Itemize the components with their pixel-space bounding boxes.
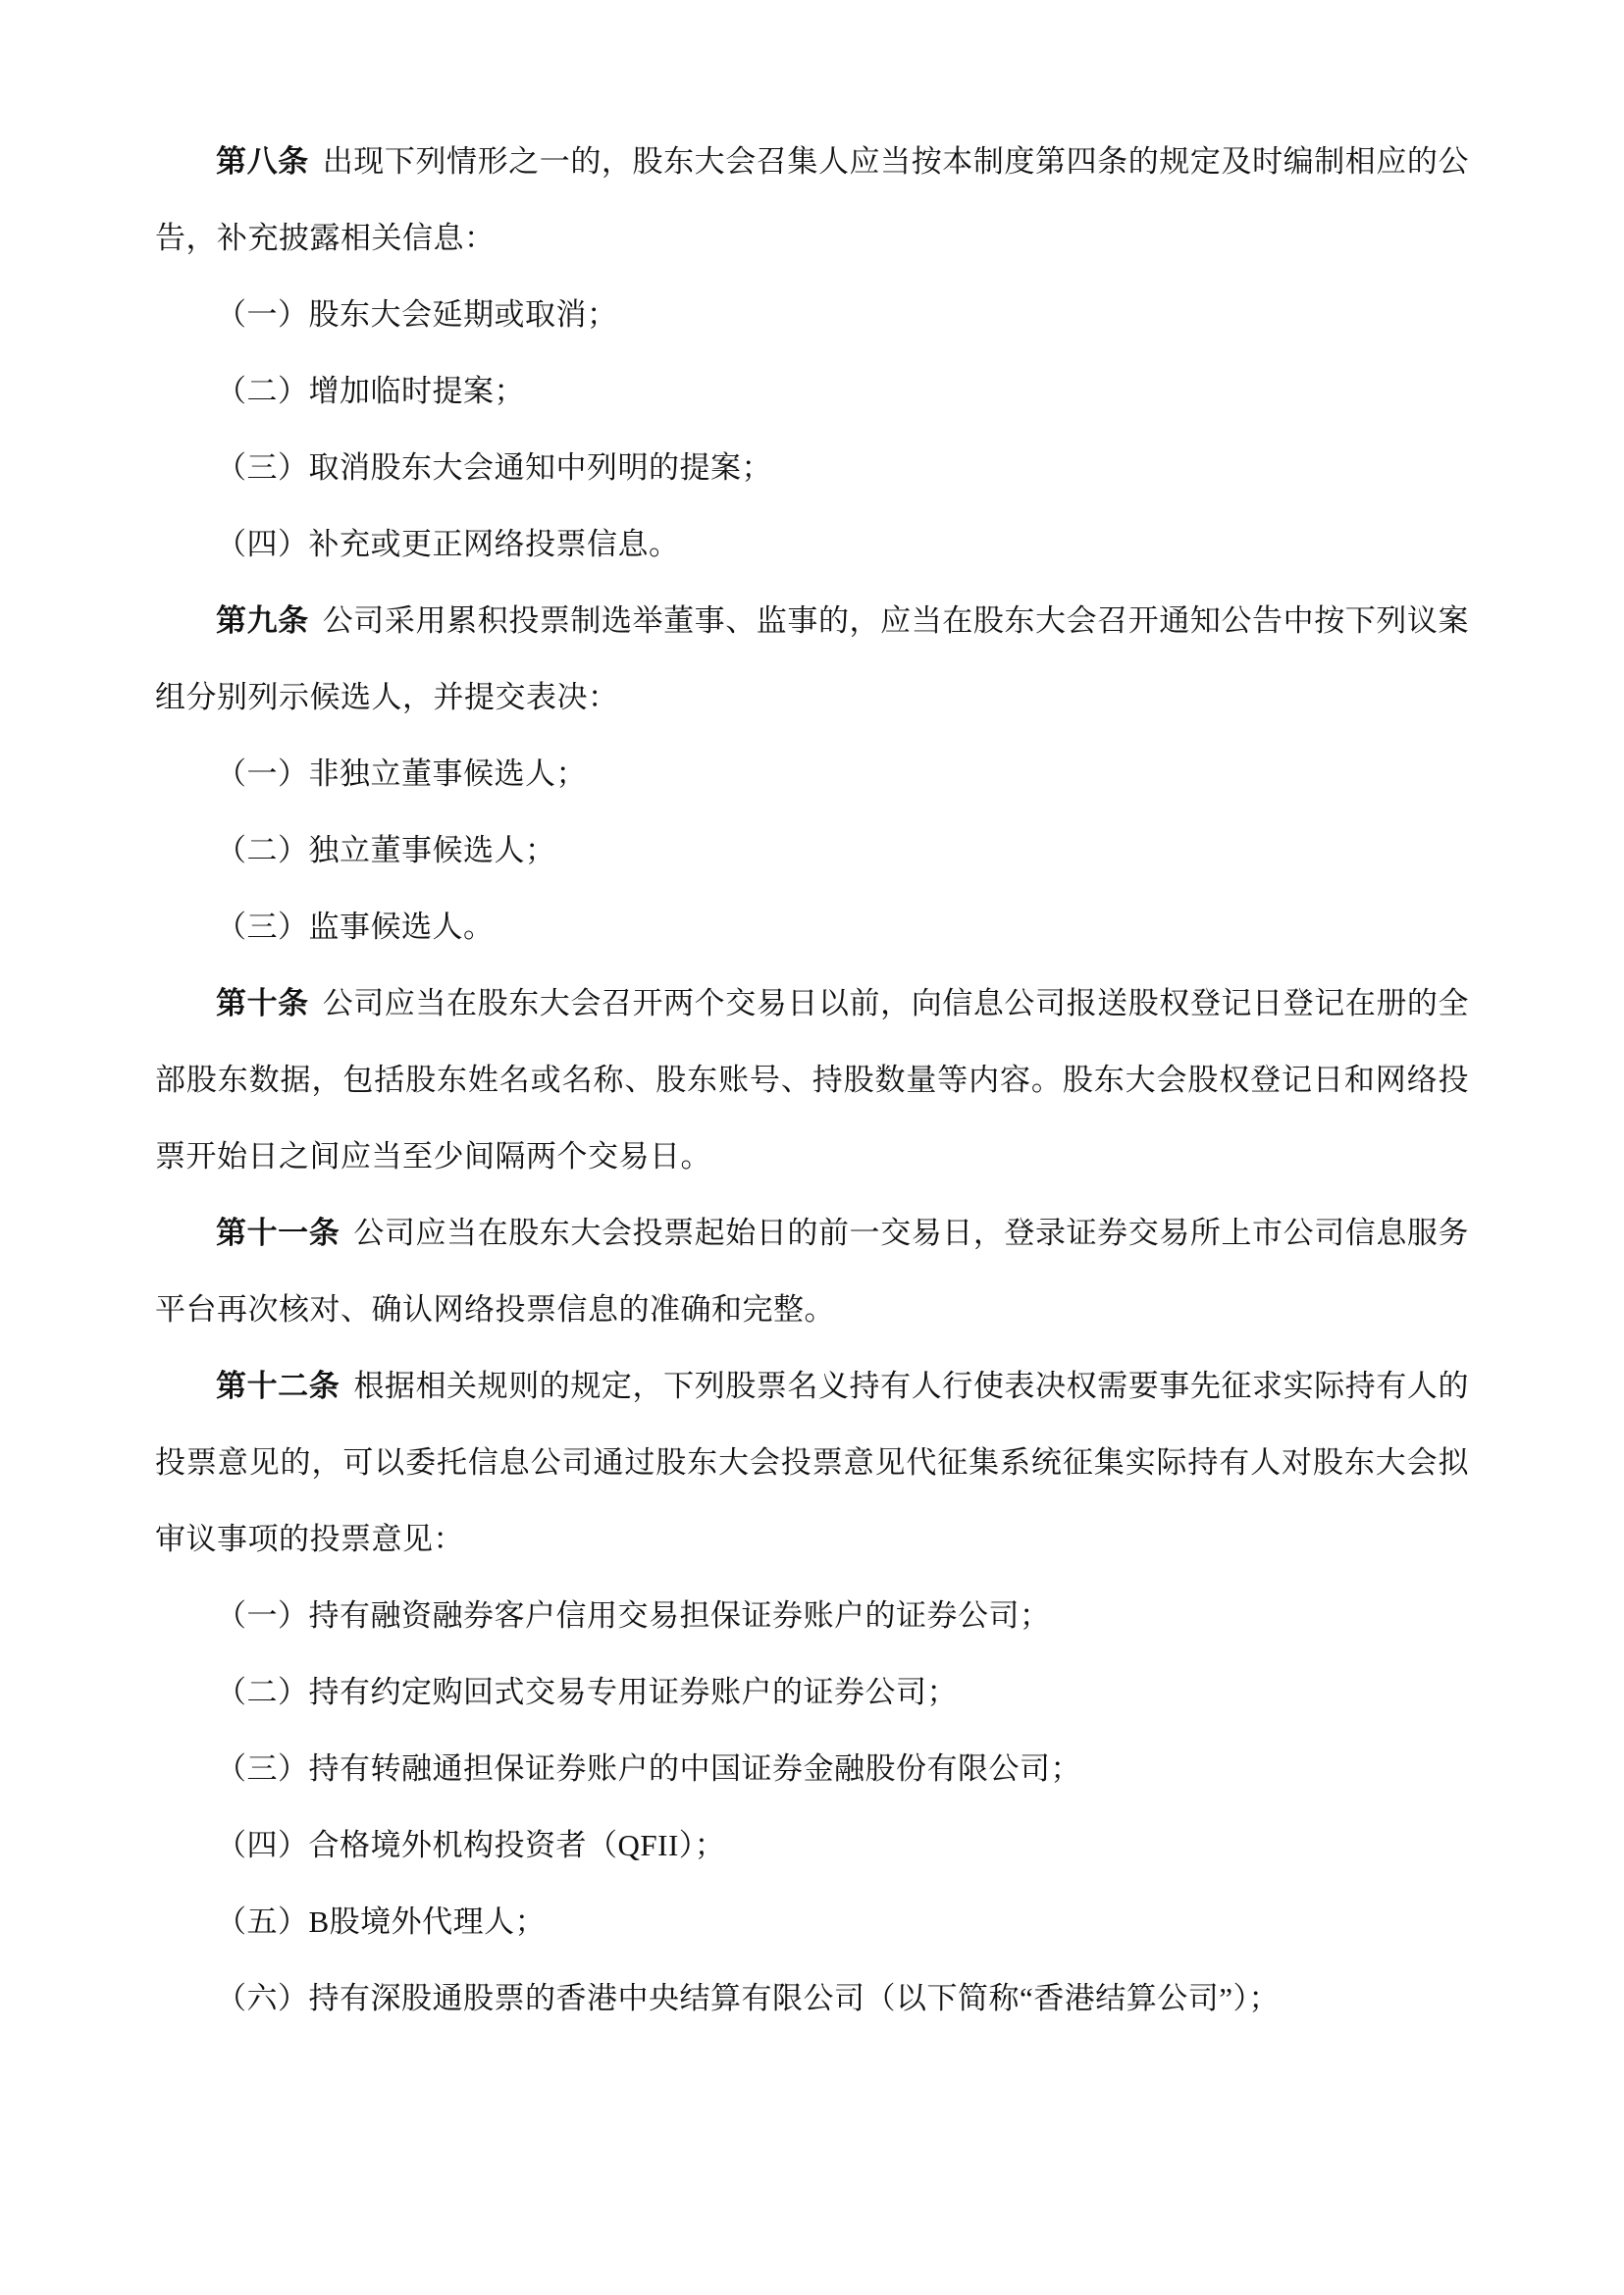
paragraph (155, 277, 1469, 353)
paragraph (155, 1807, 1469, 1884)
paragraph-text: （二）增加临时提案； (216, 374, 525, 408)
paragraph (155, 736, 1469, 812)
paragraph-text: （一）非独立董事候选人； (216, 756, 587, 791)
paragraph-text: （一）股东大会延期或取消； (216, 297, 618, 332)
paragraph (155, 1960, 1469, 2037)
paragraph-text: （六）持有深股通股票的香港中央结算有限公司（以下简称“香港结算公司”）； (216, 1981, 1281, 2015)
paragraph (155, 1578, 1469, 1654)
paragraph-text: 公司采用累积投票制选举董事、监事的，应当在股东大会召开通知公告中按下列议案组分别列示候选人，并提交表决： (155, 603, 1469, 714)
document-body (155, 124, 1469, 2037)
paragraph (155, 124, 1469, 277)
article-number: 第十一条 (216, 1216, 341, 1250)
paragraph (155, 1195, 1469, 1348)
paragraph (155, 583, 1469, 736)
article-number: 第九条 (216, 603, 309, 638)
paragraph (155, 1654, 1469, 1731)
paragraph (155, 353, 1469, 430)
paragraph-text: （三）取消股东大会通知中列明的提案； (216, 450, 772, 485)
paragraph (155, 812, 1469, 889)
paragraph (155, 889, 1469, 965)
paragraph-text: （五）B股境外代理人； (216, 1904, 547, 1939)
paragraph-text: 根据相关规则的规定，下列股票名义持有人行使表决权需要事先征求实际持有人的投票意见的，可以委托信息公司通过股东大会投票意见代征集系统征集实际持有人对股东大会拟审议事项的投票意见： (155, 1369, 1470, 1556)
paragraph (155, 430, 1469, 506)
article-number: 第八条 (216, 144, 309, 179)
paragraph-text: 公司应当在股东大会召开两个交易日以前，向信息公司报送股权登记日登记在册的全部股东数据，包括股东姓名或名称、股东账号、持股数量等内容。股东大会股权登记日和网络投票开始日之间应当至少间隔两个交易日。 (155, 986, 1469, 1174)
paragraph-text: （二）独立董事候选人； (216, 833, 556, 867)
paragraph (155, 1884, 1469, 1960)
paragraph (155, 965, 1469, 1195)
paragraph-text: （一）持有融资融券客户信用交易担保证券账户的证券公司； (216, 1598, 1051, 1633)
paragraph-text: 出现下列情形之一的，股东大会召集人应当按本制度第四条的规定及时编制相应的公告，补充披露相关信息： (155, 144, 1469, 255)
paragraph-text: 公司应当在股东大会投票起始日的前一交易日，登录证券交易所上市公司信息服务平台再次核对、确认网络投票信息的准确和完整。 (155, 1216, 1470, 1327)
paragraph-text: （二）持有约定购回式交易专用证券账户的证券公司； (216, 1675, 958, 1709)
paragraph-text: （四）合格境外机构投资者（QFII）； (216, 1828, 726, 1862)
paragraph-text: （三）持有转融通担保证券账户的中国证券金融股份有限公司； (216, 1751, 1081, 1786)
article-number: 第十二条 (216, 1369, 341, 1403)
paragraph-text: （三）监事候选人。 (216, 910, 495, 944)
paragraph (155, 1348, 1469, 1578)
paragraph (155, 506, 1469, 583)
article-number: 第十条 (216, 986, 309, 1020)
paragraph-text: （四）补充或更正网络投票信息。 (216, 527, 680, 561)
paragraph (155, 1731, 1469, 1807)
